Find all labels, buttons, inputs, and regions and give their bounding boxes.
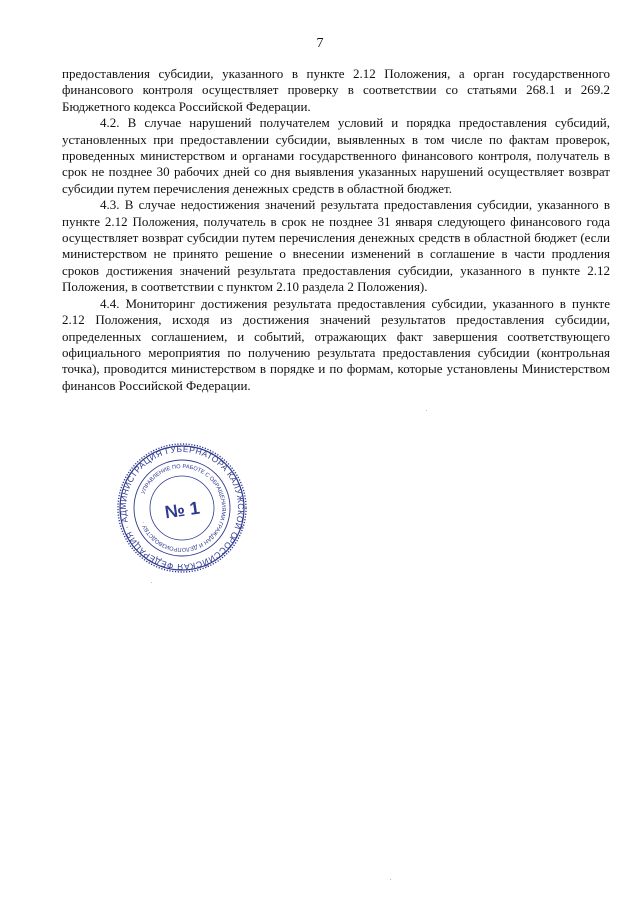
page-number: 7 (316, 36, 324, 51)
scan-dot (151, 582, 152, 583)
scan-dot (426, 410, 427, 411)
official-seal (116, 442, 248, 574)
paragraph-continuation: предоставления субсидии, указанного в пункте 2.12 Положения, а орган государственного финансового контроля осуществляет проверку в соответствии со статьями 268.1 и 269.2 Бюджетного кодекса Российской Федерации. (62, 66, 610, 114)
document-body (62, 66, 610, 394)
paragraph-4-3: 4.3. В случае недостижения значений результата предоставления субсидии, указанного в пункте 2.12 Положения, получатель в срок не позднее 31 января следующего финансового года осуществляет возврат субсидии путем перечисления денежных средств в областной бюджет (если министерством не принято решение о внесении изменений в соглашение в части продления сроков достижения значений результата предоставления субсидии, указанного в пункте 2.12 Положения, в соответствии с пунктом 2.10 раздела 2 Положения). (62, 197, 610, 295)
seal-number: № 1 (163, 497, 202, 523)
paragraph-4-2: 4.2. В случае нарушений получателем условий и порядка предоставления субсидий, установленных при предоставлении субсидии, выявленных в том числе по фактам проверок, проведенных министерством и органами государственного финансового контроля, получатель в срок не позднее 30 рабочих дней со дня выявления указанных нарушений осуществляет возврат субсидии путем перечисления денежных средств в областной бюджет. (62, 115, 610, 196)
seal-inner-text: УПРАВЛЕНИЕ ПО РАБОТЕ С ОБРАЩЕНИЯМИ ГРАЖДАН И ДЕЛОПРОИЗВОДСТВУ · (140, 463, 227, 553)
seal-outer-text: РОССИЙСКАЯ ФЕДЕРАЦИЯ · АДМИНИСТРАЦИЯ ГУБЕРНАТОРА КАЛУЖСКОЙ ОБЛАСТИ (117, 443, 247, 573)
scan-dot (390, 879, 391, 880)
seal-graphic (116, 442, 248, 574)
paragraph-4-4: 4.4. Мониторинг достижения результата предоставления субсидии, указанного в пункте 2.12 Положения, исходя из достижения значений результатов предоставления субсидии, определенных соглашением, и событий, отражающих факт завершения соответствующего официального мероприятия по получению результата предоставления субсидии (контрольная точка), проводится министерством в порядке и по формам, которые установлены Министерством финансов Российской Федерации. (62, 295, 610, 393)
